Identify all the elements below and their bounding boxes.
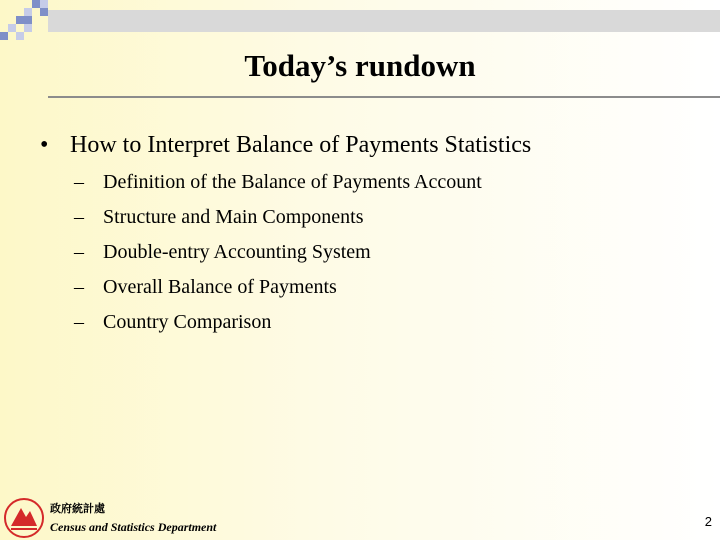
sub-bullet-item [74, 311, 710, 346]
sub-bullet-item [74, 171, 710, 206]
slide-title: Today’s rundown [244, 48, 476, 83]
sub-bullet-text: Country Comparison [103, 311, 272, 333]
slide-content [40, 132, 710, 346]
department-name-english: Census and Statistics Department [50, 520, 217, 534]
dash-mark: – [74, 206, 84, 228]
sub-bullet-item [74, 241, 710, 276]
header-bar [48, 10, 720, 32]
page-number: 2 [704, 514, 712, 529]
sub-bullet-item [74, 206, 710, 241]
dash-mark: – [74, 276, 84, 298]
sub-bullet-item [74, 276, 710, 311]
department-logo-icon [2, 497, 46, 539]
sub-bullet-text: Definition of the Balance of Payments Account [103, 171, 482, 193]
sub-bullet-text: Structure and Main Components [103, 206, 364, 228]
title-divider [48, 96, 720, 98]
bullet-mark: • [40, 132, 49, 158]
dash-mark: – [74, 171, 84, 193]
sub-bullet-text: Double-entry Accounting System [103, 241, 371, 263]
main-bullet [40, 132, 710, 159]
dash-mark: – [74, 311, 84, 333]
sub-bullet-list [40, 171, 710, 346]
dash-mark: – [74, 241, 84, 263]
sub-bullet-text: Overall Balance of Payments [103, 276, 337, 298]
department-name-chinese: 政府統計處 [50, 502, 105, 515]
main-bullet-text: How to Interpret Balance of Payments Statistics [70, 132, 532, 158]
